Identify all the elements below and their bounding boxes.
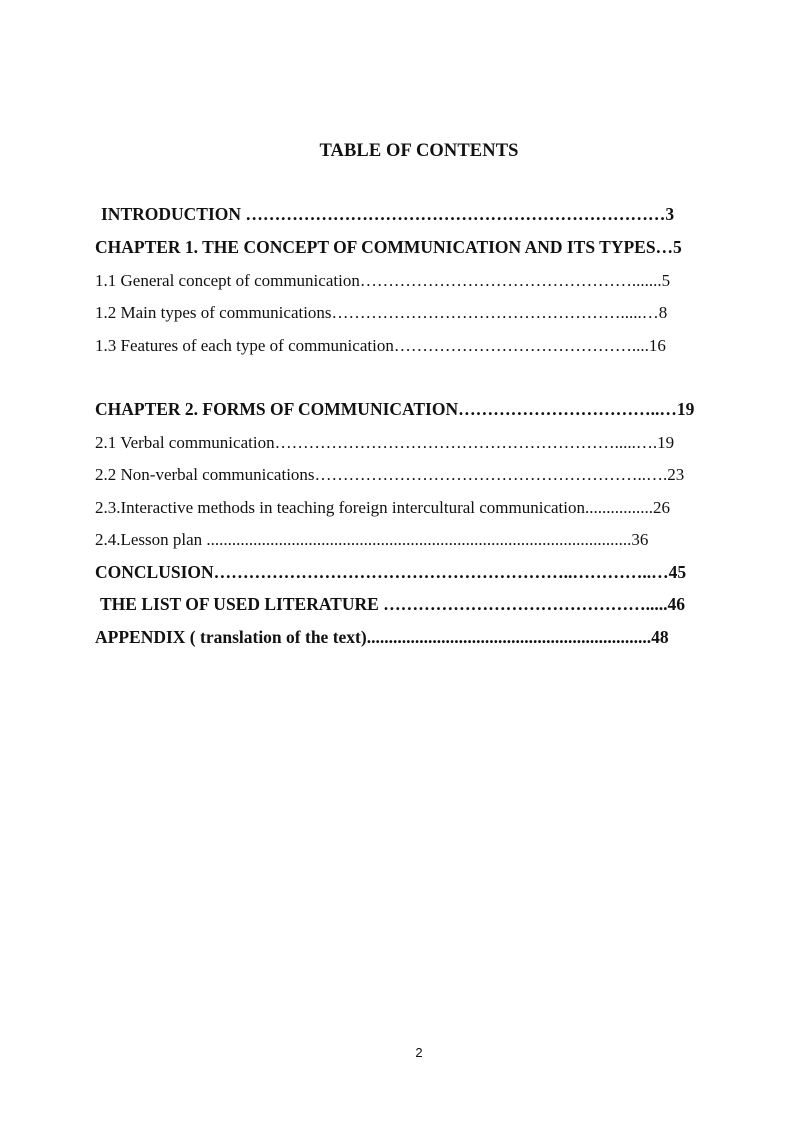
toc-entry-literature: THE LIST OF USED LITERATURE ……………………………………….....46 <box>100 594 686 614</box>
toc-entry-1-2: 1.2 Main types of communications…………………………………………….....…8 <box>95 303 668 322</box>
toc-entry-introduction: INTRODUCTION ………………………………………………………………3 <box>101 204 675 224</box>
toc-entry-2-3: 2.3.Interactive methods in teaching foreign intercultural communication................26 <box>95 498 671 517</box>
toc-entry-1-3: 1.3 Features of each type of communication……………………………………....16 <box>95 336 666 355</box>
toc-entry-conclusion: CONCLUSION……………………………………………………..…………..…45 <box>95 562 687 582</box>
toc-entry-appendix: APPENDIX ( translation of the text).................................................................48 <box>95 627 669 647</box>
toc-entry-2-4: 2.4.Lesson plan ....................................................................................................36 <box>95 530 649 549</box>
toc-entry-chapter-1: CHAPTER 1. THE CONCEPT OF COMMUNICATION AND ITS TYPES…5 <box>95 237 682 257</box>
toc-entry-2-1: 2.1 Verbal communication…………………………………………………….....….19 <box>95 433 675 452</box>
toc-entry-chapter-2: CHAPTER 2. FORMS OF COMMUNICATION……………………………..…19 <box>95 399 695 419</box>
toc-entry-1-1: 1.1 General concept of communication………………………………………….......5 <box>95 271 671 290</box>
page-title: TABLE OF CONTENTS <box>319 141 519 161</box>
page-number: 2 <box>415 1045 423 1060</box>
toc-entry-2-2: 2.2 Non-verbal communications…………………………………………………..….23 <box>95 465 685 484</box>
